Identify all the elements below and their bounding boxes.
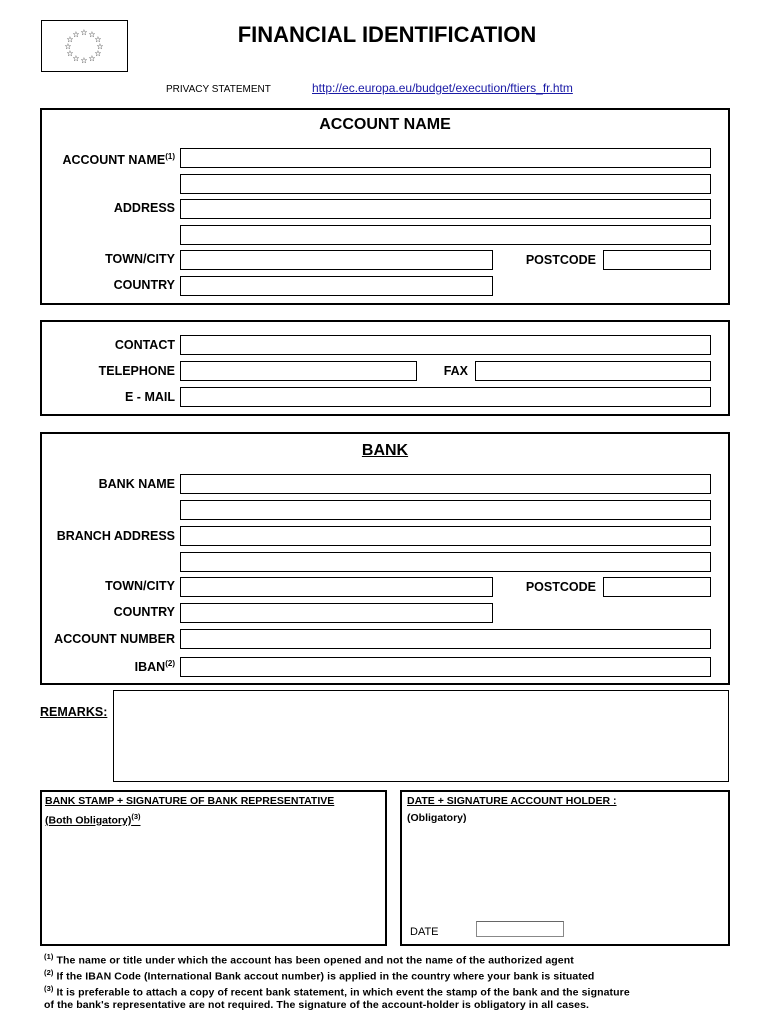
privacy-statement-label: PRIVACY STATEMENT — [166, 84, 271, 95]
svg-text:☆: ☆ — [88, 30, 96, 39]
postcode-field[interactable] — [603, 250, 711, 270]
svg-text:☆: ☆ — [64, 42, 72, 51]
date-label: DATE — [410, 926, 439, 938]
account-name-label: ACCOUNT NAME$^{(1)}$ — [62, 152, 175, 168]
account-number-field[interactable] — [180, 629, 711, 649]
town-field[interactable] — [180, 250, 493, 270]
bank-country-label: COUNTRY — [113, 605, 175, 619]
email-label: E - MAIL — [125, 390, 175, 404]
date-field[interactable] — [476, 921, 564, 937]
telephone-label: TELEPHONE — [98, 364, 175, 378]
svg-text:☆: ☆ — [66, 49, 74, 58]
bank-name-field-2[interactable] — [180, 500, 711, 520]
footnote-3-cont: of the bank's representative are not required. The signature of the account-holder is obligatory in all cases. — [44, 999, 590, 1011]
svg-text:☆: ☆ — [72, 30, 80, 39]
address-label: ADDRESS — [113, 201, 175, 215]
svg-text:☆: ☆ — [96, 42, 104, 51]
account-holder-title: DATE + SIGNATURE ACCOUNT HOLDER : — [407, 795, 617, 807]
svg-text:☆: ☆ — [80, 56, 88, 65]
footnote-3: $^{(3)}$ It is preferable to attach a copy of recent bank statement, in which event the stamp of the bank and the signature — [44, 984, 630, 999]
bank-name-field[interactable] — [180, 474, 711, 494]
branch-address-label: BRANCH ADDRESS — [56, 529, 175, 543]
svg-text:☆: ☆ — [94, 35, 102, 44]
bank-postcode-field[interactable] — [603, 577, 711, 597]
fax-label: FAX — [443, 364, 468, 378]
remarks-label: REMARKS: — [40, 705, 108, 719]
svg-text:☆: ☆ — [72, 54, 80, 63]
country-field[interactable] — [180, 276, 493, 296]
bank-country-field[interactable] — [180, 603, 493, 623]
contact-label: CONTACT — [114, 338, 175, 352]
iban-field[interactable] — [180, 657, 711, 677]
email-field[interactable] — [180, 387, 711, 407]
svg-text:☆: ☆ — [66, 35, 74, 44]
town-label: TOWN/CITY — [105, 252, 175, 266]
branch-address-field[interactable] — [180, 526, 711, 546]
bank-postcode-label: POSTCODE — [525, 580, 596, 594]
svg-text:☆: ☆ — [80, 28, 88, 37]
account-number-label: ACCOUNT NUMBER — [54, 632, 175, 646]
bank-stamp-title: BANK STAMP + SIGNATURE OF BANK REPRESENTATIVE — [45, 795, 335, 807]
address-field-2[interactable] — [180, 225, 711, 245]
bank-name-label: BANK NAME — [98, 477, 175, 491]
account-name-field-2[interactable] — [180, 174, 711, 194]
iban-label: IBAN$^{(2)}$ — [134, 659, 175, 675]
account-holder-sub: (Obligatory) — [407, 812, 467, 824]
page-title: FINANCIAL IDENTIFICATION — [237, 22, 537, 47]
account-section-title: ACCOUNT NAME — [319, 116, 451, 133]
postcode-label: POSTCODE — [525, 253, 596, 267]
svg-text:☆: ☆ — [94, 49, 102, 58]
privacy-statement-link[interactable]: http://ec.europa.eu/budget/execution/ftiers_fr.htm — [312, 81, 573, 95]
footnote-2: $^{(2)}$ If the IBAN Code (International Bank accout number) is applied in the country where your bank is situated — [44, 968, 595, 983]
remarks-field[interactable] — [113, 690, 729, 782]
bank-town-label: TOWN/CITY — [105, 579, 175, 593]
bank-town-field[interactable] — [180, 577, 493, 597]
bank-section-title: BANK — [361, 442, 409, 459]
bank-stamp-sub: (Both Obligatory)$^{(3)}$ — [45, 812, 141, 827]
telephone-field[interactable] — [180, 361, 417, 381]
country-label: COUNTRY — [113, 278, 175, 292]
footnote-1: $^{(1)}$ The name or title under which the account has been opened and not the name of the authorized agent — [44, 952, 574, 967]
fax-field[interactable] — [475, 361, 711, 381]
contact-field[interactable] — [180, 335, 711, 355]
address-field[interactable] — [180, 199, 711, 219]
branch-address-field-2[interactable] — [180, 552, 711, 572]
svg-text:☆: ☆ — [88, 54, 96, 63]
account-name-field[interactable] — [180, 148, 711, 168]
